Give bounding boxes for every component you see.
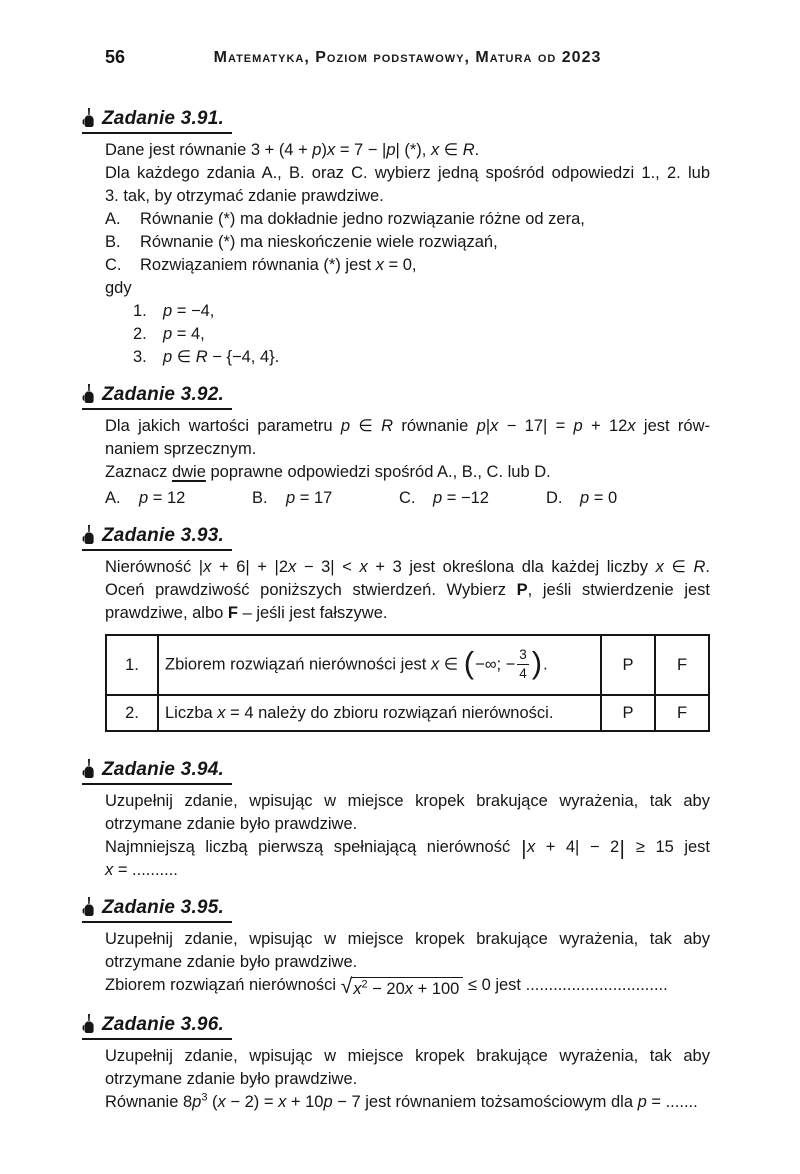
- text-run: + 6| + |2: [211, 558, 289, 576]
- text-run: + 100: [413, 980, 460, 998]
- text-run: p: [139, 489, 149, 507]
- answer-f-cell: F: [655, 635, 709, 695]
- option-label: C.: [399, 489, 416, 507]
- text-run: + 3 jest określona dla każdej liczby: [367, 558, 656, 576]
- text-run: = .......: [646, 1093, 698, 1111]
- task-title: Zadanie 3.91.: [102, 108, 224, 129]
- text-run: − 3| <: [296, 558, 360, 576]
- table-row: [106, 635, 709, 695]
- text-run: p: [192, 1093, 202, 1111]
- abs-bar: |: [521, 837, 527, 860]
- text-run: Rozwiązaniem równania (*) jest: [140, 256, 376, 274]
- text-run: dwie: [171, 463, 206, 481]
- task-title: Zadanie 3.92.: [102, 384, 224, 405]
- text-run: Dane jest równanie 3 + (4 +: [105, 141, 313, 159]
- task-heading: [82, 897, 232, 923]
- text-run: jest rów-: [635, 417, 710, 435]
- text-run: −∞; −: [475, 655, 516, 674]
- answer-p-cell: P: [601, 695, 655, 731]
- text-run: Dla jakich wartości parametru: [105, 417, 341, 435]
- text-run: ∈: [663, 558, 694, 576]
- text-run: Równanie (*) ma nieskończenie wiele rozwiązań,: [140, 233, 498, 251]
- text-run: gdy: [105, 279, 132, 297]
- text-run: + 10: [286, 1093, 324, 1111]
- text-run: p: [573, 417, 583, 435]
- text-run: otrzymane zdanie było prawdziwe.: [105, 953, 358, 971]
- text-run: = −12: [442, 489, 489, 507]
- text-line: [133, 346, 710, 369]
- text-run: x: [203, 558, 212, 576]
- text-run: Oceń prawdziwość poniższych stwierdzeń. Wybierz: [105, 581, 517, 599]
- text-line: [105, 461, 710, 484]
- text-run: x: [655, 558, 664, 576]
- text-run: Nierówność |: [105, 558, 204, 576]
- text-run: R: [693, 558, 706, 576]
- answer-f-cell: F: [655, 695, 709, 731]
- text-run: otrzymane zdanie było prawdziwe.: [105, 815, 358, 833]
- text-line: [105, 1091, 710, 1114]
- text-run: − 17| =: [498, 417, 574, 435]
- text-run: Dla każdego zdania A., B. oraz C. wybierz jedną spośród odpowiedzi 1., 2. lub: [105, 164, 710, 182]
- text-run: x: [526, 838, 536, 856]
- big-paren: (: [463, 645, 475, 680]
- line-content: [163, 346, 710, 369]
- text-line: [105, 974, 710, 999]
- task-title: Zadanie 3.96.: [102, 1014, 224, 1035]
- text-line: [105, 277, 710, 300]
- list-label: C.: [105, 256, 122, 274]
- answer-option: [252, 487, 399, 510]
- text-run: R: [381, 417, 394, 435]
- text-run: p: [433, 489, 443, 507]
- text-line: [105, 859, 710, 882]
- task-body: [105, 415, 710, 510]
- task-body: [105, 790, 710, 882]
- text-line: [105, 579, 710, 602]
- answer-option: [105, 487, 252, 510]
- text-line: [105, 438, 710, 461]
- text-run: ∈: [172, 348, 196, 366]
- text-line: [133, 323, 710, 346]
- text-run: x: [359, 558, 368, 576]
- text-run: poprawne odpowiedzi spośród A., B., C. lub D.: [205, 463, 551, 481]
- writing-hand-icon: [82, 108, 95, 129]
- answer-option: [546, 487, 617, 510]
- text-line: [105, 162, 710, 185]
- text-run: p: [476, 417, 486, 435]
- text-run: p: [163, 348, 173, 366]
- text-run: |: [485, 417, 491, 435]
- text-run: x: [326, 141, 336, 159]
- text-run: Równanie 8: [105, 1093, 193, 1111]
- text-run: ∈: [350, 417, 382, 435]
- text-run: x: [375, 256, 384, 274]
- text-line: [105, 928, 710, 951]
- text-run: Zbiorem rozwiązań nierówności jest: [165, 655, 431, 674]
- option-label: B.: [252, 489, 268, 507]
- text-run: naniem sprzecznym.: [105, 440, 257, 458]
- writing-hand-icon: [82, 897, 95, 918]
- option-value: [286, 487, 332, 510]
- text-run: = 4 należy do zbioru rozwiązań nierówności.: [225, 703, 554, 722]
- task-3-95: [102, 897, 710, 999]
- text-line: [105, 602, 710, 625]
- row-number: 2.: [106, 695, 158, 731]
- text-line: [105, 231, 710, 254]
- text-run: x: [278, 1093, 287, 1111]
- text-run: R: [462, 141, 475, 159]
- text-line: [105, 813, 710, 836]
- abs-bar: |: [619, 837, 625, 860]
- text-line: [105, 208, 710, 231]
- true-false-table: [105, 634, 710, 732]
- task-body: [105, 139, 710, 369]
- text-run: x: [404, 980, 414, 998]
- answer-options-row: [105, 487, 710, 510]
- task-3-93: [102, 525, 710, 732]
- task-heading: [82, 384, 232, 410]
- task-heading: [82, 525, 232, 551]
- fraction-numerator: 3: [517, 647, 529, 665]
- fraction-denominator: 4: [519, 665, 527, 681]
- option-label: A.: [105, 489, 121, 507]
- row-number: 1.: [106, 635, 158, 695]
- list-label: B.: [105, 233, 121, 251]
- text-run: = −4,: [172, 302, 215, 320]
- writing-hand-icon: [82, 384, 95, 405]
- text-run: = 4,: [172, 325, 205, 343]
- text-run: − 7 jest równaniem tożsamościowym dla: [332, 1093, 638, 1111]
- text-run: = 7 − |: [335, 141, 387, 159]
- task-body: [105, 928, 710, 999]
- answer-option: [399, 487, 546, 510]
- text-run: ∈: [439, 655, 463, 674]
- task-heading: [82, 1014, 232, 1040]
- text-run: x: [353, 980, 362, 998]
- text-run: x: [217, 703, 226, 722]
- line-content: [140, 254, 710, 277]
- list-label: 3.: [133, 348, 147, 366]
- list-label: 1.: [133, 302, 147, 320]
- text-run: + 4| − 2: [535, 838, 620, 856]
- text-run: x: [288, 558, 297, 576]
- list-label: A.: [105, 210, 121, 228]
- text-line: [105, 951, 710, 974]
- text-run: .: [543, 655, 548, 674]
- text-run: p: [580, 489, 590, 507]
- writing-hand-icon: [82, 525, 95, 546]
- superscript: 3: [201, 1091, 208, 1104]
- text-run: R: [195, 348, 208, 366]
- text-run: x: [490, 417, 499, 435]
- line-content: [140, 208, 710, 231]
- text-line: [105, 836, 710, 859]
- option-value: [433, 487, 489, 510]
- text-run: ∈: [439, 141, 463, 159]
- text-run: – jeśli jest fałszywe.: [238, 604, 388, 622]
- text-run: Zbiorem rozwiązań nierówności: [105, 976, 341, 994]
- running-head-title: Matematyka, Poziom podstawowy, Matura od 2023: [213, 49, 602, 66]
- text-run: p: [163, 302, 173, 320]
- text-line: [105, 254, 710, 277]
- text-run: = 12: [148, 489, 186, 507]
- text-run: .: [474, 141, 480, 159]
- text-run: x: [105, 861, 114, 879]
- task-3-96: [102, 1014, 710, 1114]
- text-run: , jeśli stwierdzenie jest: [527, 581, 710, 599]
- text-line: [105, 415, 710, 438]
- writing-hand-icon: [82, 1014, 95, 1035]
- text-run: ): [321, 141, 327, 159]
- text-run: − 20: [367, 980, 405, 998]
- task-title: Zadanie 3.94.: [102, 759, 224, 780]
- text-run: − {−4, 4}.: [207, 348, 280, 366]
- text-run: p: [286, 489, 296, 507]
- line-content: [140, 231, 710, 254]
- text-run: = ..........: [113, 861, 178, 879]
- text-run: Uzupełnij zdanie, wpisując w miejsce kropek brakujące wyrażenia, tak aby: [105, 1047, 710, 1065]
- option-value: [139, 487, 185, 510]
- line-content: [163, 323, 710, 346]
- text-run: − 2) =: [225, 1093, 279, 1111]
- text-run: | (*),: [395, 141, 431, 159]
- option-value: [580, 487, 617, 510]
- text-run: x: [217, 1093, 226, 1111]
- radicand: [351, 977, 463, 999]
- text-run: 3. tak, by otrzymać zdanie prawdziwe.: [105, 187, 384, 205]
- text-run: p: [312, 141, 322, 159]
- text-run: ≤ 0 jest ...............................: [463, 976, 668, 994]
- fraction: [517, 647, 529, 681]
- text-run: (: [207, 1093, 218, 1111]
- text-run: Uzupełnij zdanie, wpisując w miejsce kropek brakujące wyrażenia, tak aby: [105, 930, 710, 948]
- text-run: x: [627, 417, 636, 435]
- text-run: Liczba: [165, 703, 218, 722]
- text-run: = 0: [589, 489, 618, 507]
- task-3-92: [102, 384, 710, 510]
- text-line: [105, 790, 710, 813]
- table-row: [106, 695, 709, 731]
- task-body: [105, 556, 710, 625]
- sqrt-expression: [341, 977, 464, 999]
- page-header: [105, 46, 710, 70]
- text-run: równanie: [393, 417, 477, 435]
- task-title: Zadanie 3.93.: [102, 525, 224, 546]
- text-run: p: [323, 1093, 333, 1111]
- text-line: [105, 139, 710, 162]
- text-line: [105, 185, 710, 208]
- text-run: + 12: [582, 417, 628, 435]
- text-run: p: [163, 325, 173, 343]
- text-run: = 0,: [383, 256, 417, 274]
- text-run: p: [386, 141, 396, 159]
- big-paren: ): [531, 645, 543, 680]
- text-run: P: [516, 581, 528, 599]
- text-run: x: [430, 141, 440, 159]
- task-3-91: [102, 108, 710, 369]
- text-run: p: [637, 1093, 647, 1111]
- text-run: ≥ 15 jest: [625, 838, 711, 856]
- text-run: Zaznacz: [105, 463, 172, 481]
- radical-sign: √: [340, 975, 353, 998]
- statement-cell: [158, 635, 601, 695]
- text-run: F: [227, 604, 238, 622]
- task-title: Zadanie 3.95.: [102, 897, 224, 918]
- text-run: otrzymane zdanie było prawdziwe.: [105, 1070, 358, 1088]
- statement-cell: [158, 695, 601, 731]
- text-line: [105, 556, 710, 579]
- line-content: [163, 300, 710, 323]
- text-run: = 17: [295, 489, 333, 507]
- list-label: 2.: [133, 325, 147, 343]
- text-line: [105, 1068, 710, 1091]
- superscript: 2: [361, 978, 368, 991]
- page-number: 56: [105, 47, 126, 67]
- text-run: Uzupełnij zdanie, wpisując w miejsce kropek brakujące wyrażenia, tak aby: [105, 792, 710, 810]
- text-line: [133, 300, 710, 323]
- task-heading: [82, 759, 232, 785]
- text-run: Najmniejszą liczbą pierwszą spełniającą nierówność: [105, 838, 521, 856]
- task-body: [105, 1045, 710, 1114]
- task-heading: [82, 108, 232, 134]
- option-label: D.: [546, 489, 563, 507]
- text-run: p: [340, 417, 351, 435]
- answer-p-cell: P: [601, 635, 655, 695]
- task-3-94: [102, 759, 711, 882]
- text-line: [105, 1045, 710, 1068]
- writing-hand-icon: [82, 759, 95, 780]
- text-run: x: [430, 655, 440, 674]
- text-run: .: [705, 558, 710, 576]
- text-run: prawdziwe, albo: [105, 604, 228, 622]
- text-run: Równanie (*) ma dokładnie jedno rozwiązanie różne od zera,: [140, 210, 585, 228]
